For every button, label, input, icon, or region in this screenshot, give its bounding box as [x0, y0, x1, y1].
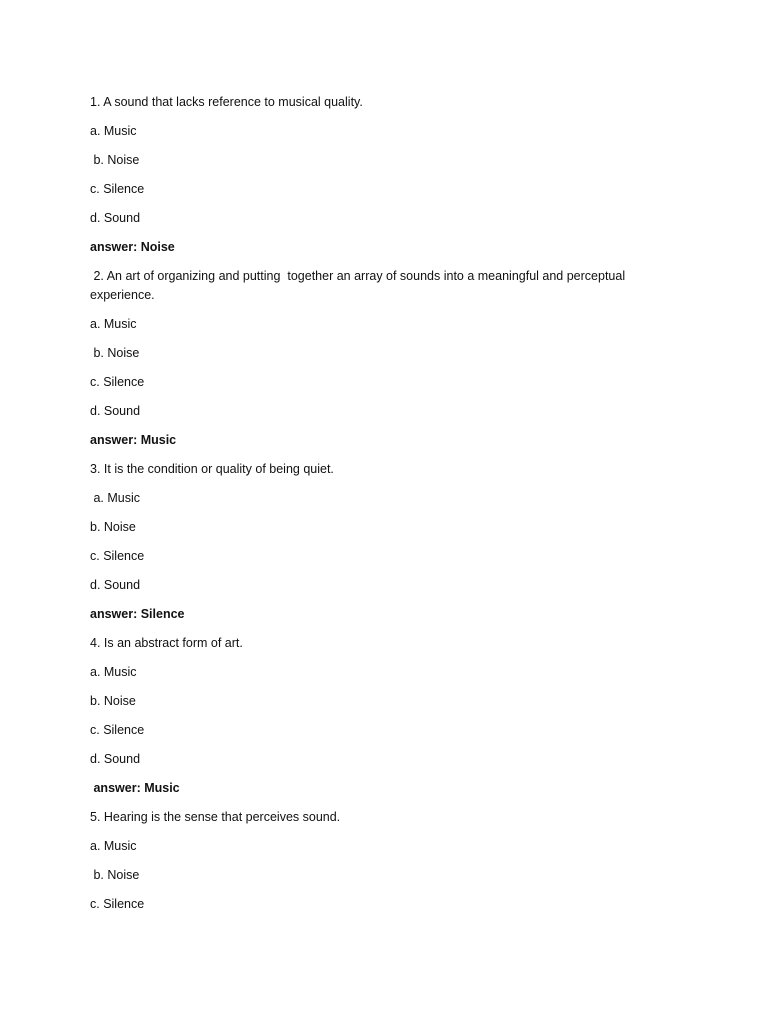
- question-4-option-d: d. Sound: [90, 752, 141, 766]
- question-5-option-a: a. Music: [90, 839, 137, 853]
- question-2-option-d: d. Sound: [90, 404, 141, 418]
- question-3-text: 3. It is the condition or quality of being quiet.: [90, 462, 334, 476]
- question-5-option-b: b. Noise: [90, 868, 140, 882]
- question-3-answer: answer: Silence: [90, 607, 185, 621]
- question-2-answer: answer: Music: [90, 433, 177, 447]
- question-1-text: 1. A sound that lacks reference to musical quality.: [90, 95, 363, 109]
- question-5-option-c: c. Silence: [90, 897, 145, 911]
- question-1-option-c: c. Silence: [90, 182, 145, 196]
- question-3-option-d: d. Sound: [90, 578, 141, 592]
- question-1-option-d: d. Sound: [90, 211, 141, 225]
- question-1-option-b: b. Noise: [90, 153, 140, 167]
- question-2-text: 2. An art of organizing and putting together an array of sounds into a meaningful and perceptual experience.: [90, 269, 629, 302]
- question-4-text: 4. Is an abstract form of art.: [90, 636, 243, 650]
- question-2-option-c: c. Silence: [90, 375, 145, 389]
- document-body: [90, 93, 650, 924]
- question-4-option-c: c. Silence: [90, 723, 145, 737]
- question-3-option-a: a. Music: [90, 491, 141, 505]
- question-2-option-a: a. Music: [90, 317, 137, 331]
- question-2-option-b: b. Noise: [90, 346, 140, 360]
- question-1-answer: answer: Noise: [90, 240, 175, 254]
- question-4-option-b: b. Noise: [90, 694, 136, 708]
- question-5-text: 5. Hearing is the sense that perceives sound.: [90, 810, 341, 824]
- question-4-option-a: a. Music: [90, 665, 137, 679]
- question-3-option-b: b. Noise: [90, 520, 136, 534]
- question-4-answer: answer: Music: [90, 781, 180, 795]
- question-1-option-a: a. Music: [90, 124, 137, 138]
- question-3-option-c: c. Silence: [90, 549, 145, 563]
